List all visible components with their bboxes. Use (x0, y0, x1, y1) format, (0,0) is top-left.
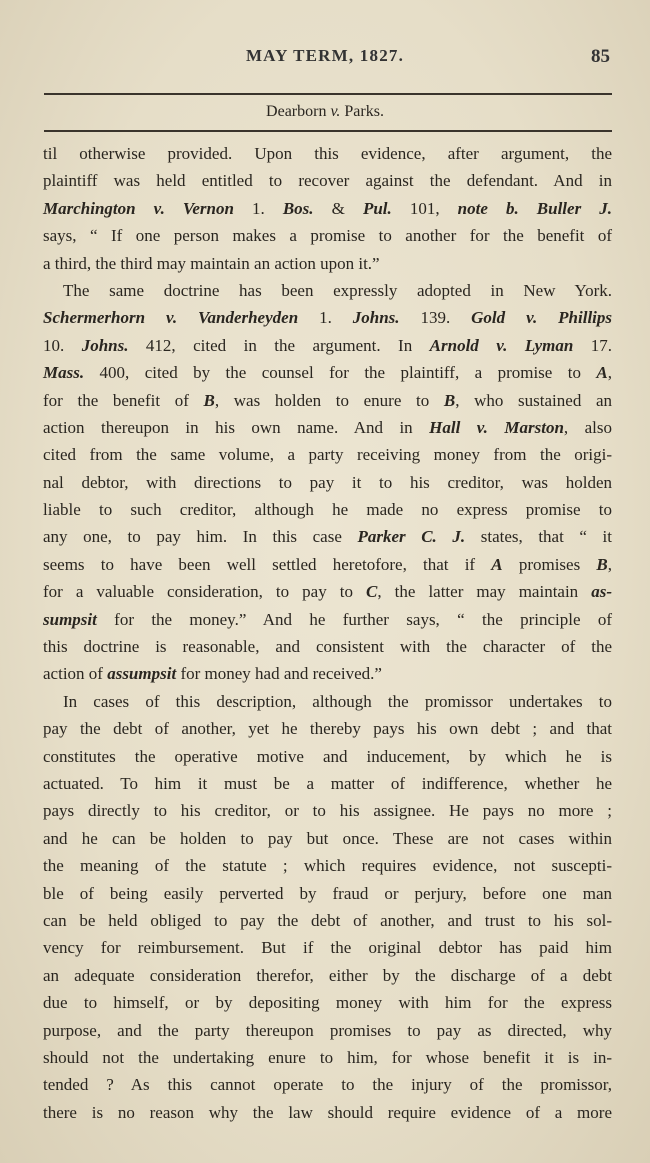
text-line (43, 222, 612, 249)
text-line (43, 770, 612, 797)
text-segment: liable to such creditor, although he made no express promise to (43, 500, 612, 520)
text-segment: tended ? As this cannot operate to the injury of the promissor, (43, 1075, 612, 1095)
text-segment: 101, (391, 198, 458, 218)
text-segment: for the money.” And he further says, “ the principle of (96, 609, 612, 629)
text-segment: , (607, 554, 612, 574)
text-line (43, 523, 612, 550)
header-rule-top (44, 93, 612, 95)
italic-citation: B (596, 554, 608, 574)
italic-citation: note b. Buller J. (457, 198, 613, 218)
text-segment: 139. (399, 308, 472, 328)
text-line (43, 797, 612, 824)
text-segment: 412, cited in the argument. In (128, 335, 430, 355)
text-line (43, 1044, 612, 1071)
text-line (43, 332, 612, 359)
text-segment: , also (563, 417, 612, 437)
text-segment: , was holden to enure to (214, 390, 444, 410)
text-segment: a third, the third may maintain an action upon it.” (43, 253, 380, 273)
text-segment: vency for reimbursement. But if the original debtor has paid him (43, 938, 612, 958)
text-segment: pays directly to his creditor, or to his assignee. He pays no more ; (43, 801, 612, 821)
text-segment: In cases of this description, although the promissor undertakes to (63, 691, 612, 711)
text-segment: there is no reason why the law should require evidence of a more (43, 1102, 612, 1122)
italic-citation: as- (591, 582, 612, 602)
text-segment: should not the undertaking enure to him, for whose benefit it is in- (43, 1047, 612, 1067)
italic-citation: A (596, 363, 608, 383)
text-line (43, 414, 612, 441)
text-segment: til otherwise provided. Upon this evidence, after argument, the (43, 144, 612, 163)
body-text (43, 140, 612, 1126)
text-segment: 17. (573, 335, 613, 355)
text-line (43, 304, 612, 331)
text-line (43, 880, 612, 907)
running-header (0, 46, 650, 72)
text-segment: actuated. To him it must be a matter of indifference, whether he (43, 773, 612, 793)
text-segment: plaintiff was held entitled to recover against the defendant. And in (43, 171, 612, 191)
text-line (43, 852, 612, 879)
italic-citation: Arnold v. Lyman (429, 335, 574, 355)
text-segment: constitutes the operative motive and inducement, by which he is (43, 746, 612, 766)
text-segment: 1. (233, 198, 283, 218)
text-line (43, 387, 612, 414)
text-segment: ble of being easily perverted by fraud or perjury, before one man (43, 883, 612, 903)
text-segment: for the benefit of (43, 390, 204, 410)
text-segment: , who sustained an (455, 390, 613, 410)
text-segment: action of (43, 664, 108, 684)
italic-citation: Johns. (352, 308, 400, 328)
text-segment: promises (502, 554, 597, 574)
italic-citation: B (203, 390, 215, 410)
text-segment: pay the debt of another, yet he thereby pays his own debt ; and that (43, 719, 612, 739)
text-segment: 10. (43, 335, 82, 355)
text-line (43, 825, 612, 852)
text-segment: 1. (298, 308, 353, 328)
italic-citation: Schermerhorn v. Vanderheyden (43, 308, 299, 328)
italic-citation: Hall v. Marston (429, 417, 564, 437)
text-segment: , the latter may maintain (377, 582, 592, 602)
text-segment: for a valuable consideration, to pay to (43, 582, 367, 602)
text-line (43, 140, 612, 167)
italic-citation: Parker C. J. (357, 527, 466, 547)
italic-citation: A (491, 554, 503, 574)
text-line (43, 469, 612, 496)
text-segment: the meaning of the statute ; which requires evidence, not suscepti- (43, 856, 612, 876)
text-line (43, 907, 612, 934)
header-rule-bottom (44, 130, 612, 132)
text-segment: , (607, 363, 612, 383)
case-title (0, 103, 650, 121)
text-line (43, 578, 612, 605)
italic-citation: assumpsit (107, 664, 177, 684)
text-line (43, 743, 612, 770)
text-segment: due to himself, or by depositing money with him for the express (43, 993, 612, 1013)
text-line (43, 688, 612, 715)
text-segment: action thereupon in his own name. And in (43, 417, 430, 437)
italic-citation: Bos. (282, 198, 314, 218)
text-segment: & (313, 198, 363, 218)
italic-citation: Johns. (81, 335, 129, 355)
text-line (43, 1071, 612, 1098)
case-plaintiff: Dearborn (266, 103, 327, 120)
italic-citation: Pul. (362, 198, 392, 218)
italic-citation: C (366, 582, 378, 602)
italic-citation: B (443, 390, 456, 410)
text-segment: says, “ If one person makes a promise to another for the benefit of (43, 226, 612, 246)
text-line (43, 359, 612, 386)
text-line (43, 962, 612, 989)
text-segment: cited from the same volume, a party receiving money from the origi- (43, 445, 612, 465)
text-segment: The same doctrine has been expressly adopted in New York. (63, 280, 612, 300)
text-segment: 400, cited by the counsel for the plaintiff, a promise to (84, 363, 597, 383)
text-line (43, 989, 612, 1016)
italic-citation: Marchington v. Vernon (43, 198, 234, 218)
text-line (43, 167, 612, 194)
text-segment: nal debtor, with directions to pay it to his creditor, was holden (43, 472, 612, 492)
text-line (43, 1099, 612, 1126)
text-segment: and he can be holden to pay but once. These are not cases within (43, 828, 612, 848)
italic-citation: Mass. (43, 363, 85, 383)
running-title: MAY TERM, 1827. (245, 46, 405, 65)
text-line (43, 250, 612, 277)
text-line (43, 606, 612, 633)
text-segment: an adequate consideration therefor, either by the discharge of a debt (43, 965, 612, 985)
text-line (43, 1017, 612, 1044)
text-line (43, 934, 612, 961)
text-segment: purpose, and the party thereupon promises to pay as directed, why (43, 1020, 612, 1040)
text-segment: can be held obliged to pay the debt of another, and trust to his sol- (43, 910, 612, 930)
text-line (43, 633, 612, 660)
text-segment: states, that “ it (465, 527, 612, 547)
text-segment: this doctrine is reasonable, and consistent with the character of the (43, 637, 612, 657)
case-versus: v. (330, 103, 341, 120)
text-segment: any one, to pay him. In this case (43, 527, 358, 547)
case-defendant: Parks. (344, 103, 384, 120)
italic-citation: Gold v. Phillips (471, 308, 613, 328)
text-line (43, 715, 612, 742)
text-line (43, 496, 612, 523)
text-line (43, 441, 612, 468)
italic-citation: sumpsit (43, 609, 97, 629)
text-line (43, 551, 612, 578)
text-line (43, 660, 612, 687)
text-segment: for money had and received.” (176, 664, 382, 684)
text-line (43, 277, 612, 304)
page-number: 85 (591, 46, 610, 67)
text-line (43, 195, 612, 222)
text-segment: seems to have been well settled heretofore, that if (43, 554, 492, 574)
